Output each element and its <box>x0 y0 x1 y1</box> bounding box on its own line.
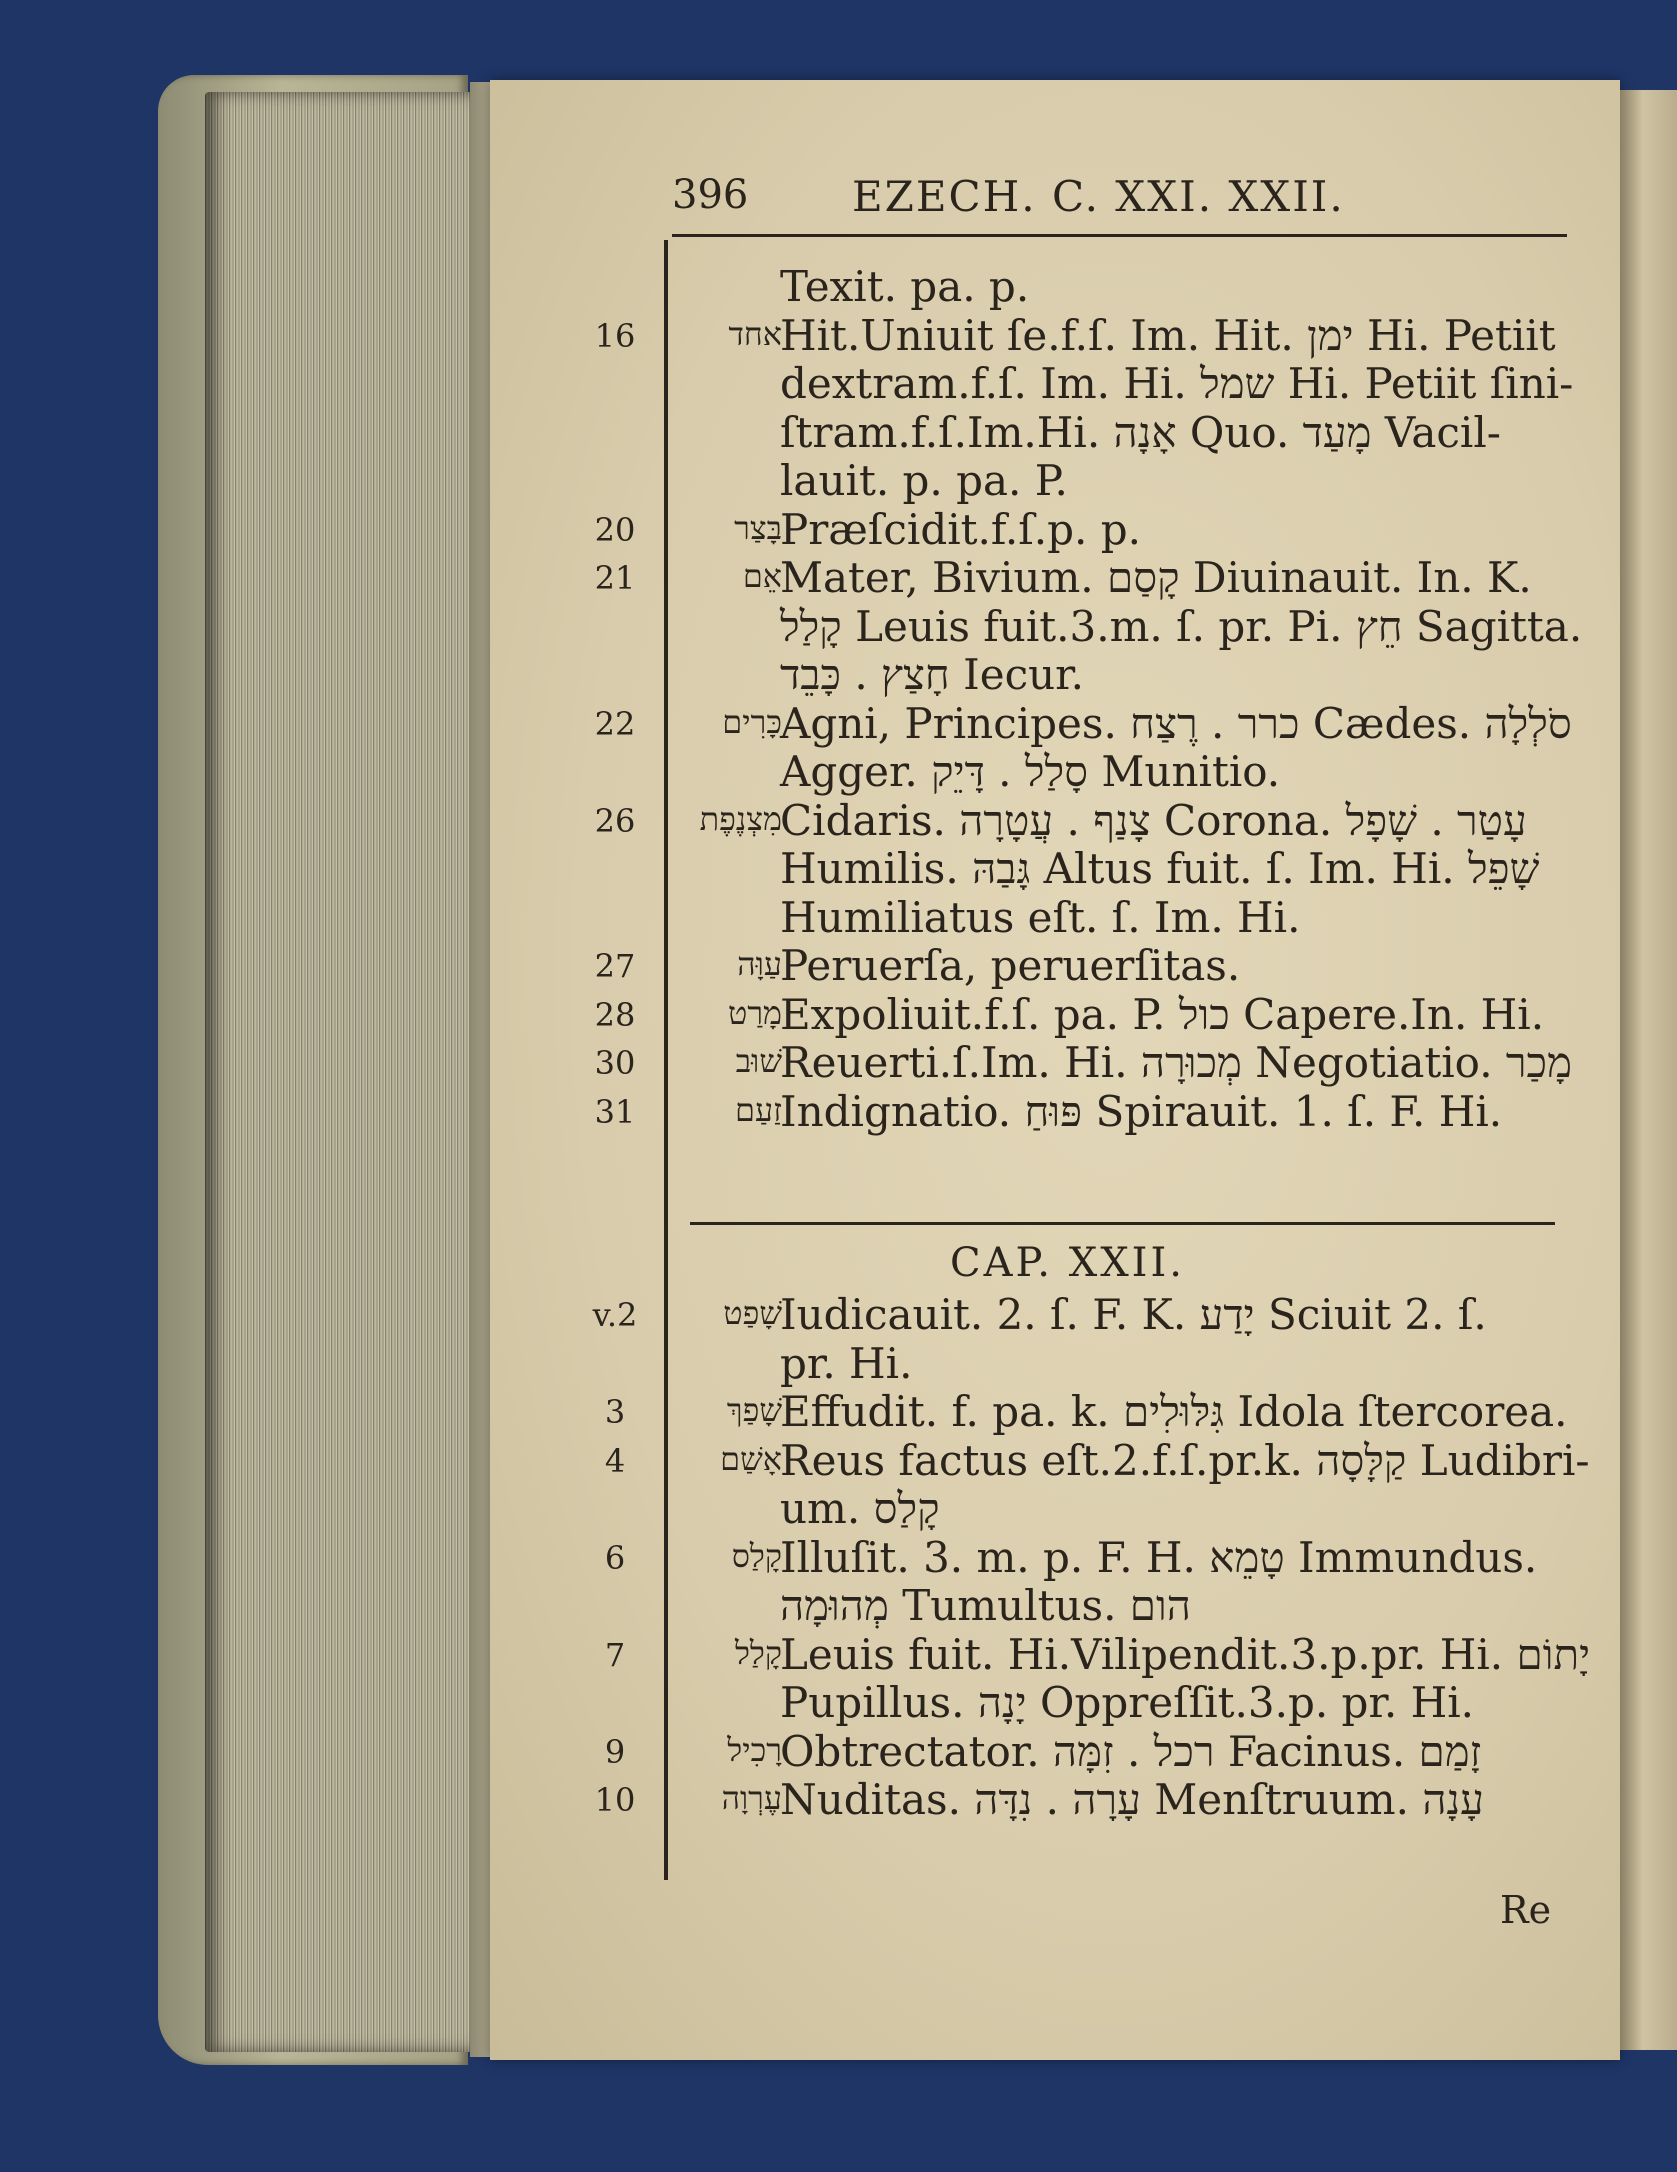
gloss-line: Pupillus. יָנָה Oppreſſit.3.p. pr. Hi. <box>780 1678 1475 1727</box>
gloss-line: Iudicauit. 2. ſ. F. K. יָדַע Sciuit 2. ſ. <box>780 1290 1487 1339</box>
gloss-line: um. קָלַס <box>780 1484 940 1533</box>
gloss-line: Præſcidit.f.ſ.p. p. <box>780 504 1141 554</box>
hebrew-lemma: אֵם <box>742 557 782 595</box>
gloss-line: קָלַל Leuis fuit.3.m. ſ. pr. Pi. חֵץ Sagitta. <box>780 601 1583 651</box>
hebrew-lemma: שָׁפַט <box>723 1294 782 1332</box>
verse-number: v.2 <box>592 1296 638 1334</box>
hebrew-lemma: מִצְנֶפֶת <box>699 799 782 838</box>
gloss-line: חָצַץ . כָּבֵד Iecur. <box>780 650 1084 699</box>
gloss-line: Humiliatus eſt. ſ. Im. Hi. <box>780 892 1301 942</box>
gloss-line: Peruerſa, peruerſitas. <box>780 941 1241 990</box>
gloss-line: Effudit. f. pa. k. גִּלּוּלִים Idola ſtercorea. <box>780 1387 1568 1436</box>
verse-number: 26 <box>594 801 636 840</box>
verse-number: 9 <box>604 1732 626 1771</box>
verse-number: 7 <box>604 1635 626 1674</box>
running-head <box>672 172 1572 228</box>
gloss-line: Mater, Bivium. קָסַם Diuinauit. In. K. <box>780 553 1532 602</box>
gloss-line: Texit. pa. p. <box>780 262 1030 311</box>
page-number: 396 <box>672 172 749 218</box>
hebrew-lemma: בָּצַר <box>734 508 782 547</box>
gloss-line: Illuſit. 3. m. p. F. H. טָמֵא Immundus. <box>780 1532 1538 1582</box>
next-page-edge <box>1620 90 1677 2050</box>
gloss-line: מְהוּמָה Tumultus. הום <box>780 1581 1191 1630</box>
gloss-line: Leuis fuit. Hi.Vilipendit.3.p.pr. Hi. יָתוֹם <box>780 1629 1591 1679</box>
verse-number: 3 <box>604 1393 626 1431</box>
running-title: EZECH. C. XXI. XXII. <box>852 172 1345 221</box>
verse-number: 10 <box>594 1781 636 1819</box>
verse-number: 28 <box>594 995 636 1034</box>
hebrew-lemma: עַוָּה <box>737 945 782 983</box>
page-edges <box>205 92 490 2052</box>
gloss-line: Cidaris. צָנַף . עֲטָרָה Corona. עָטַר . שָׁפָל <box>780 795 1527 845</box>
gloss-line: Humilis. גָּבַהּ Altus fuit. ſ. Im. Hi. שָׁפֵל <box>780 844 1540 893</box>
hebrew-lemma: זַעַם <box>735 1090 782 1129</box>
verse-number: 22 <box>594 704 636 743</box>
verse-number: 4 <box>604 1441 626 1480</box>
hebrew-lemma: מָרַט <box>727 993 782 1032</box>
verse-number: 21 <box>594 559 636 597</box>
verse-number: 6 <box>604 1538 626 1577</box>
hebrew-lemma: שָׁפַךְ <box>726 1391 782 1429</box>
catchword: Re <box>1500 1888 1552 1932</box>
gloss-line: Nuditas. עָרָה . נִדָּה Menſtruum. עָנָה <box>780 1775 1484 1824</box>
hebrew-lemma: רָכִיל <box>727 1730 782 1769</box>
hebrew-lemma: כָּרִים <box>722 702 782 741</box>
verse-number: 31 <box>594 1092 636 1131</box>
hebrew-lemma: שׁוּב <box>735 1042 782 1080</box>
gloss-line: Hit.Uniuit ſe.f.ſ. Im. Hit. ימן Hi. Petiit <box>780 310 1556 360</box>
section-rule <box>690 1222 1555 1225</box>
gloss-line: Agni, Principes. כרר . רֶצַח Cædes. סֹלְלָה <box>780 698 1572 748</box>
verse-number: 16 <box>594 316 636 355</box>
hebrew-lemma: קָלַל <box>734 1633 782 1672</box>
gloss-line: Agger. סָלַל . דָּיֵק Munitio. <box>780 747 1281 796</box>
gloss-line: Reuerti.ſ.Im. Hi. מְכוּרָה Negotiatio. מָכַר <box>780 1038 1572 1087</box>
column-rule <box>664 240 668 1880</box>
hebrew-lemma: עֶרְוָה <box>721 1779 782 1817</box>
gloss-line: Expoliuit.f.ſ. pa. P. כול Capere.In. Hi. <box>780 989 1545 1039</box>
gloss-line: dextram.f.ſ. Im. Hi. שמל Hi. Petiit ſini- <box>780 359 1574 408</box>
section-heading: CAP. XXII. <box>950 1240 1185 1286</box>
verse-number: 27 <box>594 947 636 985</box>
gloss-line: ſtram.f.ſ.Im.Hi. אָנָה Quo. מָעַד Vacil- <box>780 407 1501 457</box>
gloss-line: Obtrectator. רכל . זִמָּה Facinus. זָמַם <box>780 1726 1482 1776</box>
header-rule <box>672 234 1567 237</box>
gloss-line: Indignatio. פּוּחַ Spirauit. 1. ſ. F. Hi. <box>780 1086 1503 1136</box>
gloss-line: lauit. p. pa. P. <box>780 456 1068 505</box>
verse-number: 20 <box>594 510 636 549</box>
verse-number: 30 <box>594 1044 636 1082</box>
gloss-line: pr. Hi. <box>780 1338 913 1388</box>
hebrew-lemma: אחד <box>728 314 782 353</box>
hebrew-lemma: קָלַס <box>731 1536 782 1575</box>
hebrew-lemma: אָשַׁם <box>720 1439 782 1478</box>
gloss-line: Reus factus eſt.2.f.ſ.pr.k. קַלָּסָה Ludibri- <box>780 1435 1590 1485</box>
